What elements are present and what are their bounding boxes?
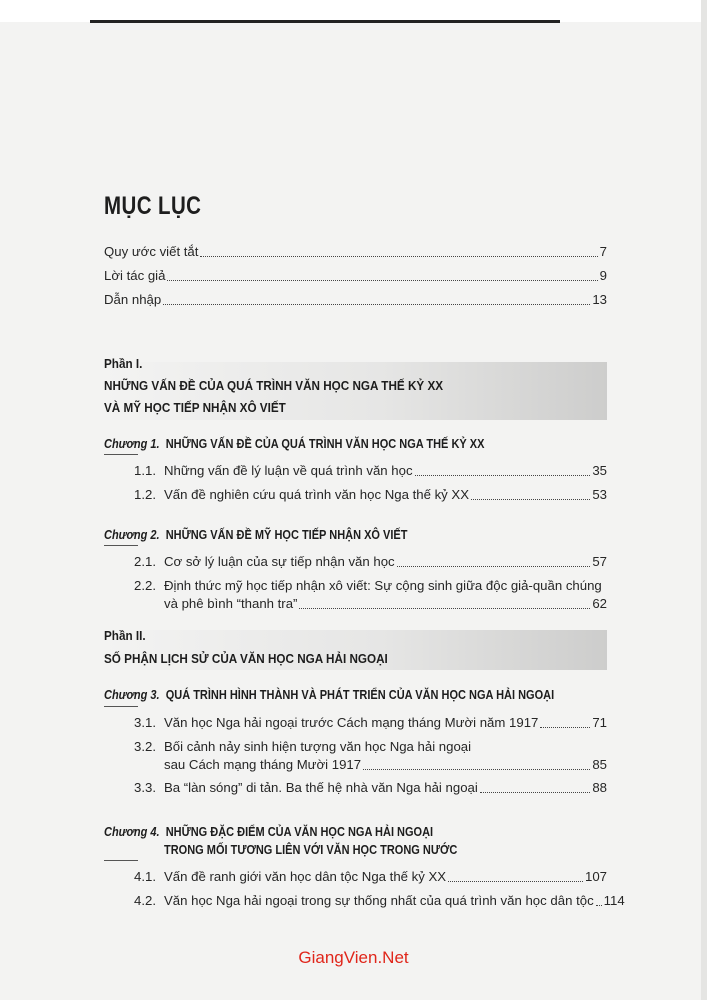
section-page: 88 [592,780,607,795]
toc-section[interactable] [134,554,607,570]
section-number: 4.1. [134,869,156,884]
chapter-title: NHỮNG VẤN ĐỀ CỦA QUÁ TRÌNH VĂN HỌC NGA THẾ KỶ XX [165,437,485,451]
section-number: 2.2. [134,578,156,593]
chapter-title: NHỮNG VẤN ĐỀ MỸ HỌC TIẾP NHẬN XÔ VIẾT [165,528,408,542]
chapter-heading[interactable] [104,528,407,542]
section-title: Cơ sở lý luận của sự tiếp nhận văn học [164,554,395,569]
dot-leader [363,769,590,770]
toc-section[interactable] [134,715,607,731]
dot-leader [596,905,602,906]
chapter-underline [104,545,138,546]
section-number: 3.2. [134,739,156,754]
part-title-line: SỐ PHẬN LỊCH SỬ CỦA VĂN HỌC NGA HẢI NGOẠI [104,651,388,666]
section-page: 107 [584,869,607,884]
part-title-line: VÀ MỸ HỌC TIẾP NHẬN XÔ VIẾT [104,400,286,415]
toc-section-first-line[interactable] [134,578,602,594]
toc-entry-page: 13 [592,292,607,307]
chapter-title-line: TRONG MỐI TƯƠNG LIÊN VỚI VĂN HỌC TRONG NƯỚC [164,843,458,857]
dot-leader [415,475,591,476]
toc-section[interactable] [134,487,607,503]
toc-section[interactable] [134,893,625,909]
section-page: 57 [592,554,607,569]
dot-leader [471,499,590,500]
dot-leader [200,256,597,257]
section-title: Văn học Nga hải ngoại trước Cách mạng tháng Mười năm 1917 [164,715,539,730]
section-number: 3.1. [134,715,156,730]
toc-entry[interactable] [104,268,607,284]
section-page: 35 [592,463,607,478]
toc-entry[interactable] [104,244,607,260]
dot-leader [480,792,591,793]
toc-entry[interactable] [104,292,607,308]
section-title: Văn học Nga hải ngoại trong sự thống nhất của quá trình văn học dân tộc [164,893,594,908]
toc-section-continuation[interactable] [164,596,607,612]
section-page: 62 [592,596,607,611]
section-title: Bối cảnh nảy sinh hiện tượng văn học Nga hải ngoại [164,739,472,754]
section-page: 53 [592,487,607,502]
chapter-title: QUÁ TRÌNH HÌNH THÀNH VÀ PHÁT TRIỂN CỦA VĂN HỌC NGA HẢI NGOẠI [165,688,555,702]
section-number: 4.2. [134,893,156,908]
chapter-label: Chương 2. [104,528,160,542]
section-number: 3.3. [134,780,156,795]
toc-entry-label: Lời tác giả [104,268,166,283]
toc-entry-page: 7 [599,244,607,259]
toc-section-first-line[interactable] [134,739,471,755]
dot-leader [397,566,591,567]
dot-leader [540,727,590,728]
section-title-continued: sau Cách mạng tháng Mười 1917 [164,757,362,772]
section-page: 114 [603,893,625,908]
watermark: GiangVien.Net [298,948,409,967]
section-title: Ba “làn sóng” di tản. Ba thế hệ nhà văn Nga hải ngoại [164,780,478,795]
section-title: Vấn đề nghiên cứu quá trình văn học Nga thế kỷ XX [164,487,470,502]
page-right-edge [701,0,707,1000]
chapter-heading[interactable] [104,437,484,451]
dot-leader [299,608,590,609]
dot-leader [448,881,583,882]
chapter-heading[interactable] [104,825,433,839]
dot-leader [167,280,597,281]
toc-section-continuation[interactable] [164,757,607,773]
toc-title: MỤC LỤC [104,192,202,220]
dot-leader [163,304,590,305]
chapter-title-continued [164,843,457,857]
section-number: 1.2. [134,487,156,502]
section-title: Vấn đề ranh giới văn học dân tộc Nga thế kỷ XX [164,869,447,884]
chapter-label: Chương 3. [104,688,160,702]
chapter-heading[interactable] [104,688,554,702]
toc-section[interactable] [134,869,607,885]
chapter-label: Chương 1. [104,437,160,451]
toc-entry-page: 9 [599,268,607,283]
toc-entry-label: Dẫn nhập [104,292,162,307]
page-top-edge [0,0,707,22]
part-label: Phần I. [104,356,143,371]
chapter-title: NHỮNG ĐẶC ĐIỂM CỦA VĂN HỌC NGA HẢI NGOẠI [165,825,434,839]
section-page: 71 [592,715,607,730]
chapter-underline [104,706,138,707]
section-title-continued: và phê bình “thanh tra” [164,596,298,611]
toc-section[interactable] [134,780,607,796]
section-title: Định thức mỹ học tiếp nhận xô viết: Sự cộng sinh giữa độc giả-quần chúng [164,578,602,593]
top-rule [90,20,560,23]
section-number: 2.1. [134,554,156,569]
section-title: Những vấn đề lý luận về quá trình văn học [164,463,413,478]
part-title-line: NHỮNG VẤN ĐỀ CỦA QUÁ TRÌNH VĂN HỌC NGA THẾ KỶ XX [104,378,444,393]
chapter-label: Chương 4. [104,825,160,839]
section-page: 85 [592,757,607,772]
section-number: 1.1. [134,463,156,478]
toc-entry-label: Quy ước viết tắt [104,244,199,259]
part-label: Phần II. [104,628,146,643]
chapter-underline [104,454,138,455]
toc-section[interactable] [134,463,607,479]
chapter-underline [104,860,138,861]
